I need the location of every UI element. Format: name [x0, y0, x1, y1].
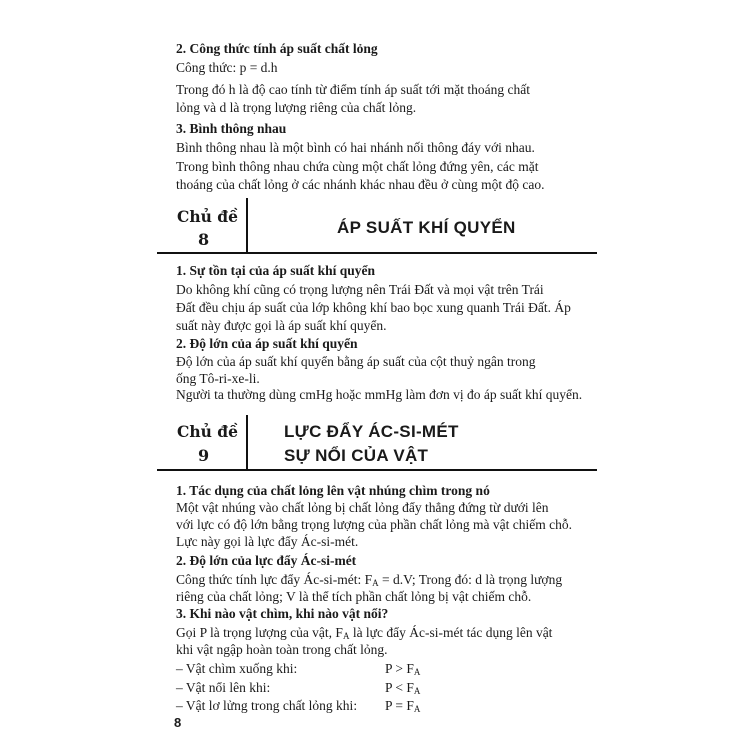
paragraph-line: Trong đó h là độ cao tính từ điểm tính áp suất tới mặt thoáng chất: [176, 82, 531, 97]
topic-title-line-1: LỰC ĐẨY ÁC-SI-MÉT: [284, 422, 459, 441]
paragraph-line: Lực này gọi là lực đẩy Ác-si-mét.: [176, 534, 359, 549]
topic-underline: [157, 469, 597, 471]
paragraph-line: với lực có độ lớn bằng trọng lượng của phần chất lỏng mà vật chiếm chỗ.: [176, 517, 572, 532]
case-label: – Vật lơ lửng trong chất lỏng khi:: [176, 698, 358, 713]
topic-label: Chủ đề: [177, 207, 238, 226]
heading-communicating-vessels: 3. Bình thông nhau: [176, 121, 287, 136]
topic-number: 9: [198, 446, 210, 465]
subscript: A: [342, 631, 350, 641]
paragraph-line: khi vật ngập hoàn toàn trong chất lỏng.: [176, 642, 388, 657]
heading-sink-float: 3. Khi nào vật chìm, khi nào vật nổi?: [176, 606, 389, 621]
paragraph-line: ống Tô-ri-xe-li.: [176, 371, 260, 386]
relation-text: P < F: [385, 680, 414, 695]
paragraph-line: Một vật nhúng vào chất lỏng bị chất lỏng đẩy thẳng đứng từ dưới lên: [176, 500, 549, 515]
paragraph-text: là lực đẩy Ác-si-mét tác dụng lên vật: [349, 625, 553, 640]
subscript: A: [413, 686, 421, 696]
topic-divider: [246, 415, 248, 470]
topic-title: ÁP SUẤT KHÍ QUYỂN: [337, 218, 516, 237]
case-label: – Vật chìm xuống khi:: [176, 661, 298, 676]
formula-text: = d.V; Trong đó: d là trọng lượng: [378, 572, 563, 587]
paragraph-line: Đất đều chịu áp suất của lớp không khí bao bọc xung quanh Trái Đất. Áp: [176, 300, 571, 315]
paragraph-line: suất này được gọi là áp suất khí quyển.: [176, 318, 387, 333]
paragraph-line: Bình thông nhau là một bình có hai nhánh nối thông đáy với nhau.: [176, 140, 535, 155]
paragraph-line: Trong bình thông nhau chứa cùng một chất lỏng đứng yên, các mặt: [176, 159, 539, 174]
case-label: – Vật nổi lên khi:: [176, 680, 271, 695]
subscript: A: [372, 578, 379, 588]
heading-atmospheric-pressure-existence: 1. Sự tồn tại của áp suất khí quyển: [176, 263, 376, 278]
paragraph-line: thoáng của chất lỏng ở các nhánh khác nhau đều ở cùng một độ cao.: [176, 177, 545, 192]
formula-line: Công thức: p = d.h: [176, 60, 278, 75]
topic-divider: [246, 198, 248, 253]
topic-title-line-2: SỰ NỔI CỦA VẬT: [284, 446, 429, 465]
heading-buoyancy-action: 1. Tác dụng của chất lỏng lên vật nhúng chìm trong nó: [176, 483, 490, 498]
paragraph-line: riêng của chất lỏng; V là thể tích phần chất lỏng bị vật chiếm chỗ.: [176, 589, 532, 604]
subscript: A: [413, 667, 421, 677]
paragraph-line: Độ lớn của áp suất khí quyển bằng áp suất của cột thuỷ ngân trong: [176, 354, 536, 369]
heading-liquid-pressure-formula: 2. Công thức tính áp suất chất lỏng: [176, 41, 378, 56]
topic-label: Chủ đề: [177, 422, 238, 441]
case-relation: [385, 660, 420, 681]
relation-text: P = F: [385, 698, 414, 713]
topic-number: 8: [198, 230, 210, 249]
subscript: A: [413, 704, 421, 714]
formula-text: Công thức tính lực đẩy Ác-si-mét: F: [176, 572, 373, 587]
relation-text: P > F: [385, 661, 414, 676]
case-relation: [385, 697, 420, 718]
heading-buoyancy-magnitude: 2. Độ lớn của lực đẩy Ác-si-mét: [176, 553, 357, 568]
paragraph-line: Do không khí cũng có trọng lượng nên Trái Đất và mọi vật trên Trái: [176, 282, 544, 297]
topic-underline: [157, 252, 597, 254]
paragraph-line: lỏng và d là trọng lượng riêng của chất lỏng.: [176, 100, 417, 115]
heading-atmospheric-pressure-magnitude: 2. Độ lớn của áp suất khí quyển: [176, 336, 358, 351]
page-number: 8: [174, 715, 182, 730]
paragraph-line: Người ta thường dùng cmHg hoặc mmHg làm đơn vị đo áp suất khí quyển.: [176, 387, 583, 402]
paragraph-text: Gọi P là trọng lượng của vật, F: [176, 625, 343, 640]
